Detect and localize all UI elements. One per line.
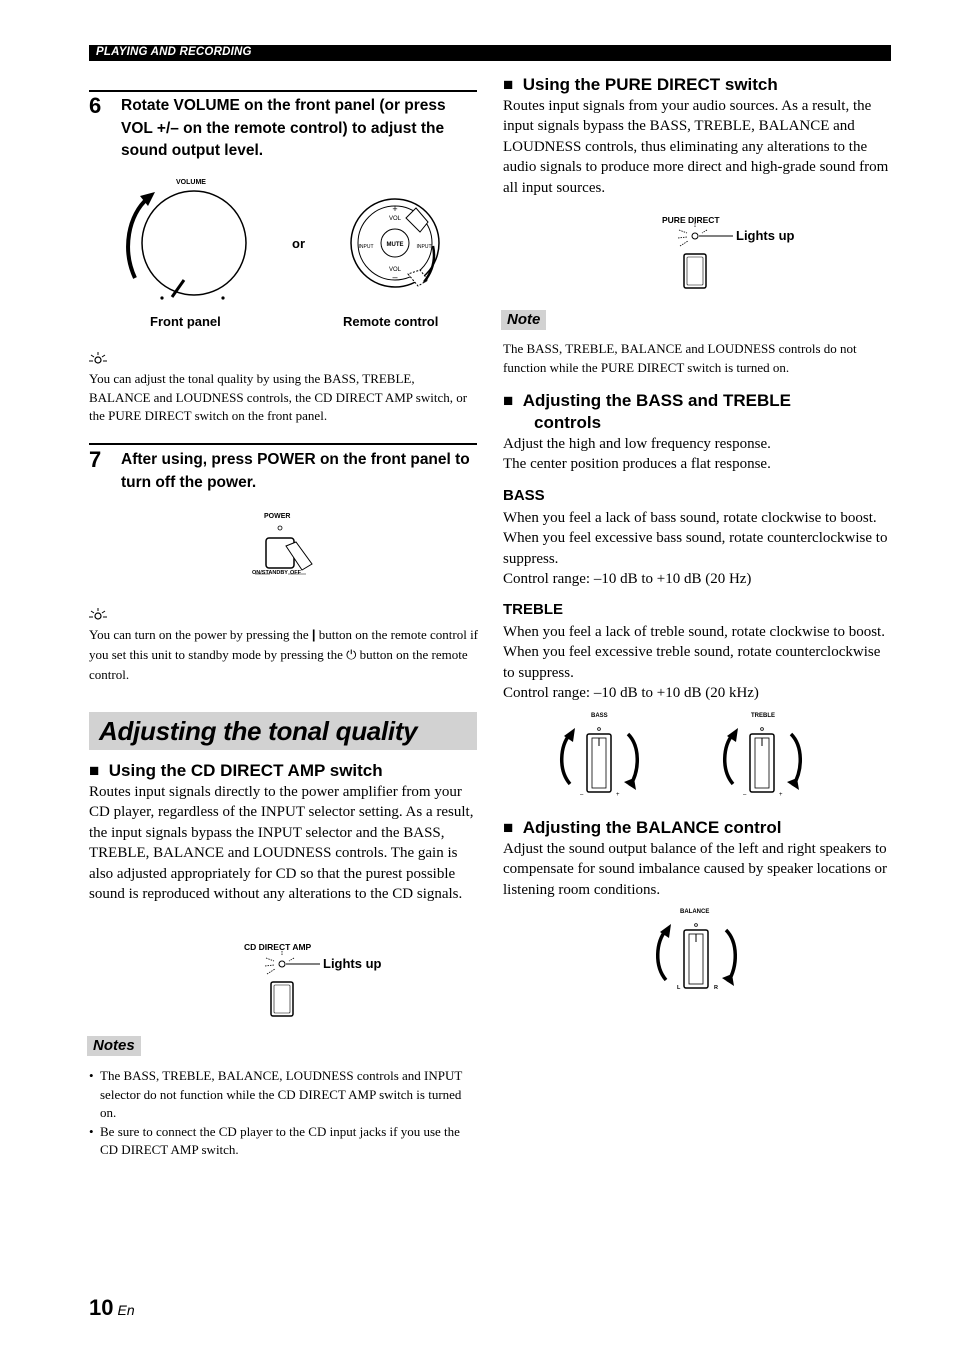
treble-heading: TREBLE bbox=[503, 601, 563, 618]
svg-text:–: – bbox=[743, 792, 747, 798]
lights-up-label: Lights up bbox=[736, 228, 795, 243]
svg-text:–: – bbox=[580, 792, 584, 798]
square-bullet-icon: ■ bbox=[503, 818, 514, 837]
step-instruction: After using, press POWER on the front panel to turn off the power. bbox=[121, 451, 470, 491]
section-header: PLAYING AND RECORDING bbox=[96, 46, 252, 58]
tip-text-part: button on the remote control. bbox=[89, 647, 468, 682]
off-label: OFF bbox=[290, 570, 301, 576]
list-item: • The BASS, TREBLE, BALANCE, LOUDNESS controls and INPUT selector do not function while the CD DIRECT AMP switch is turned on. bbox=[89, 1067, 477, 1123]
body-paragraph: Adjust the sound output balance of the left and right speakers to compensate for sound imbalance caused by speaker locations or listening room conditions. bbox=[503, 841, 888, 898]
note-tag: Note bbox=[501, 310, 546, 330]
step-divider bbox=[89, 443, 477, 445]
bass-knob-label: BASS bbox=[591, 713, 608, 719]
remote-control-illustration bbox=[348, 198, 448, 298]
svg-text:VOL: VOL bbox=[388, 216, 402, 222]
subsection-heading-text: Using the CD DIRECT AMP switch bbox=[108, 761, 383, 780]
subsection-heading bbox=[503, 817, 782, 839]
svg-text:INPUT: INPUT bbox=[416, 244, 432, 250]
treble-knob-label: TREBLE bbox=[751, 713, 775, 719]
svg-text:+: + bbox=[392, 204, 398, 214]
cd-direct-switch-illustration bbox=[262, 950, 326, 1020]
subsection-heading-text: Adjusting the BASS and TREBLE bbox=[522, 391, 791, 410]
tip-text bbox=[89, 625, 481, 685]
balance-left-label: L bbox=[677, 985, 681, 991]
subsection-heading-text: Adjusting the BALANCE control bbox=[522, 818, 782, 837]
subsection-heading-text: Using the PURE DIRECT switch bbox=[522, 75, 778, 94]
balance-right-label: R bbox=[714, 985, 718, 991]
body-paragraph: When you feel a lack of treble sound, rotate clockwise to boost. When you feel excessive treble sound, rotate counterclockwise to suppress. bbox=[503, 624, 885, 681]
body-paragraph: Routes input signals from your audio sources. As a result, the input signals bypass the BASS, TREBLE, BALANCE and LOUDNESS controls, thus eliminating any alterations to the audio signals to produce more direct and high-grade sound from all input sources. bbox=[503, 98, 889, 196]
lightbulb-icon bbox=[89, 608, 107, 622]
bass-heading: BASS bbox=[503, 487, 545, 504]
treble-knob-illustration bbox=[719, 722, 809, 798]
step-number: 7 bbox=[89, 447, 102, 472]
svg-text:VOL: VOL bbox=[388, 267, 402, 273]
volume-knob-illustration bbox=[120, 190, 260, 310]
square-bullet-icon: ■ bbox=[89, 761, 100, 780]
power-label: POWER bbox=[264, 513, 291, 520]
power-on-icon: | bbox=[311, 627, 316, 642]
cd-direct-label: CD DIRECT AMP bbox=[244, 942, 312, 952]
subsection-heading bbox=[503, 74, 778, 96]
standby-icon: ⏻ bbox=[346, 647, 357, 662]
square-bullet-icon: ■ bbox=[503, 75, 514, 94]
body-paragraph: When you feel a lack of bass sound, rotate clockwise to boost. When you feel excessive bass sound, rotate counterclockwise to suppress. bbox=[503, 510, 888, 567]
section-title: Adjusting the tonal quality bbox=[99, 716, 418, 746]
svg-text:INPUT: INPUT bbox=[358, 244, 374, 250]
lights-up-label: Lights up bbox=[323, 956, 382, 971]
note-text: The BASS, TREBLE, BALANCE and LOUDNESS controls do not function while the PURE DIRECT switch is turned on. bbox=[503, 341, 857, 375]
front-panel-caption: Front panel bbox=[150, 314, 221, 329]
body-line: Control range: –10 dB to +10 dB (20 Hz) bbox=[503, 571, 752, 587]
svg-text:+: + bbox=[779, 792, 783, 798]
body-line: Adjust the high and low frequency response. bbox=[503, 436, 771, 452]
volume-label: VOLUME bbox=[176, 179, 206, 186]
step-divider bbox=[89, 90, 477, 92]
subsection-heading-text: controls bbox=[534, 413, 602, 432]
balance-knob-illustration bbox=[652, 918, 742, 994]
notes-tag: Notes bbox=[87, 1036, 141, 1056]
subsection-heading bbox=[89, 760, 383, 782]
tip-text-part: You can turn on the power by pressing the bbox=[89, 627, 309, 642]
balance-knob-label: BALANCE bbox=[680, 909, 710, 915]
tip-text: You can adjust the tonal quality by using the BASS, TREBLE, BALANCE and LOUDNESS controls, the CD DIRECT AMP switch, or the PURE DIRECT switch on the front panel. bbox=[89, 371, 468, 423]
pure-direct-switch-illustration bbox=[675, 222, 739, 292]
body-line: The center position produces a flat response. bbox=[503, 456, 771, 472]
page-footer bbox=[89, 1295, 135, 1321]
body-line: Control range: –10 dB to +10 dB (20 kHz) bbox=[503, 685, 759, 701]
step-instruction: Rotate VOLUME on the front panel (or press VOL +/– on the remote control) to adjust the sound output level. bbox=[121, 97, 446, 159]
list-item: • Be sure to connect the CD player to the CD input jacks if you use the CD DIRECT AMP switch. bbox=[89, 1123, 477, 1160]
svg-text:+: + bbox=[616, 792, 620, 798]
page-number: 10 bbox=[89, 1295, 114, 1320]
standby-label: ON/STANDBY bbox=[252, 570, 288, 576]
svg-text:–: – bbox=[392, 272, 398, 282]
tip-text-part: button on the remote control if you set this unit to standby mode by pressing the bbox=[89, 627, 479, 662]
svg-text:MUTE: MUTE bbox=[386, 242, 404, 248]
bass-knob-illustration bbox=[556, 722, 646, 798]
step-number: 6 bbox=[89, 93, 102, 118]
square-bullet-icon: ■ bbox=[503, 391, 514, 410]
lightbulb-icon bbox=[89, 352, 107, 366]
subsection-heading bbox=[503, 390, 893, 412]
or-label: or bbox=[292, 236, 305, 251]
pure-direct-label: PURE DIRECT bbox=[662, 215, 720, 225]
notes-list bbox=[89, 1067, 477, 1160]
remote-control-caption: Remote control bbox=[343, 314, 439, 329]
language-code: En bbox=[117, 1302, 135, 1318]
body-paragraph: Routes input signals directly to the power amplifier from your CD player, regardless of the INPUT selector setting. As a result, the input signals bypass the INPUT selector and the BASS, TREBLE, BALANCE and LOUDNESS controls. The gain is also adjusted appropriately for CD so that the purest possible sound is reproduced without any alterations to the CD signals. bbox=[89, 784, 474, 903]
